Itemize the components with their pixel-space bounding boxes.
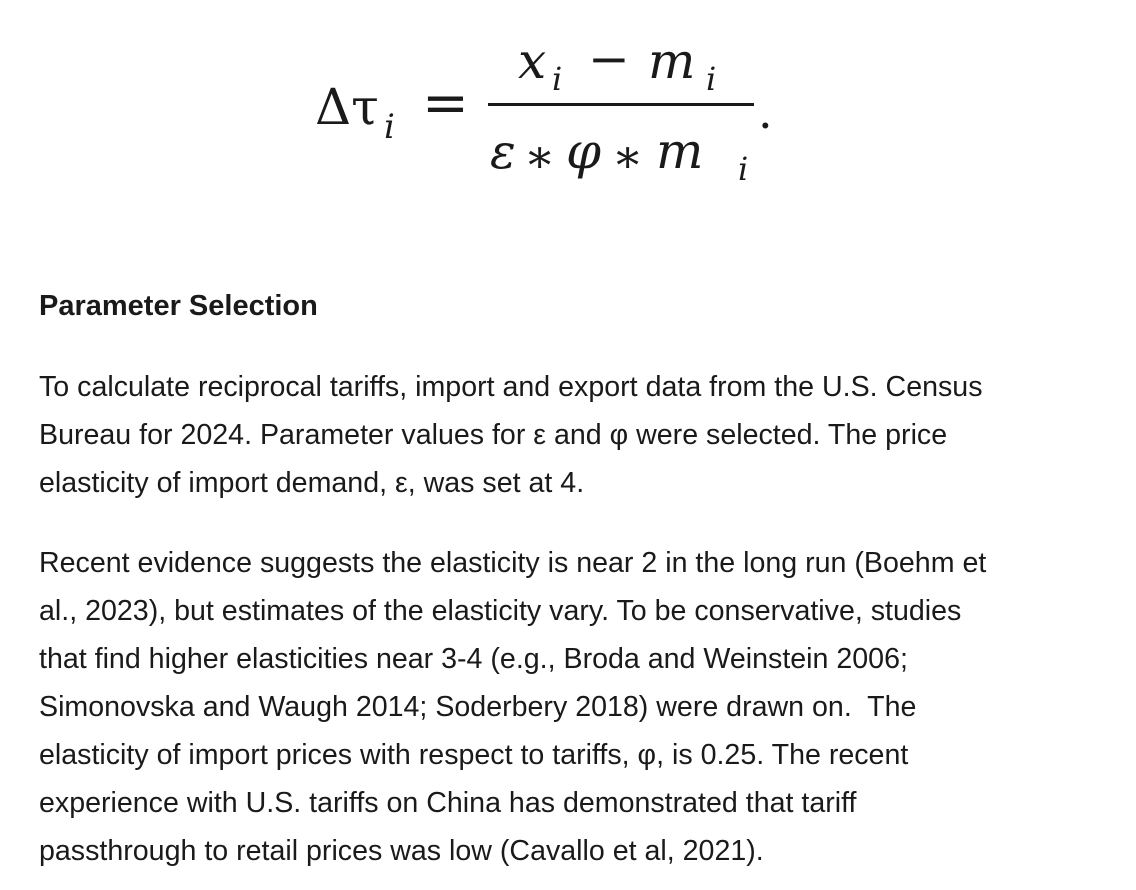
formula-fraction-bar [488, 103, 754, 106]
formula-denominator-star-1: ∗ [524, 129, 556, 183]
formula-numerator-minus: − [588, 30, 630, 88]
formula-denominator-m-subscript: i [738, 150, 749, 188]
paragraph-2-line-3: that find higher elasticities near 3-4 (e.g., Broda and Weinstein 2006; [39, 643, 908, 675]
paragraph-2-line-1: Recent evidence suggests the elasticity is near 2 in the long run (Boehm et [39, 547, 987, 579]
formula-equals: = [422, 71, 469, 136]
formula-lhs-subscript: i [384, 107, 395, 147]
formula-denominator-epsilon: ε [490, 124, 516, 180]
paragraph-2-line-2: al., 2023), but estimates of the elasticity vary. To be conservative, studies [39, 595, 962, 627]
paragraph-2 [39, 539, 1109, 875]
paragraph-1-line-3: elasticity of import demand, ε, was set at 4. [39, 467, 585, 499]
formula-lhs-symbol: Δτ [315, 78, 379, 136]
section-title: Parameter Selection [39, 290, 318, 322]
paragraph-1-line-1: To calculate reciprocal tariffs, import and export data from the U.S. Census [39, 371, 983, 403]
paragraph-1-line-2: Bureau for 2024. Parameter values for ε and φ were selected. The price [39, 419, 948, 451]
formula-svg [0, 0, 1136, 230]
paragraph-2-line-4: Simonovska and Waugh 2014; Soderbery 2018) were drawn on. The [39, 691, 917, 723]
tariff-formula [0, 0, 1136, 230]
formula-numerator-x: x [518, 32, 547, 90]
formula-period: . [758, 85, 773, 139]
paragraph-1 [39, 363, 1109, 507]
formula-denominator-m: m [656, 122, 704, 180]
formula-numerator-m: m [648, 32, 696, 90]
paragraph-2-line-6: experience with U.S. tariffs on China has demonstrated that tariff [39, 787, 857, 819]
formula-denominator-star-2: ∗ [612, 129, 644, 183]
paragraph-2-line-5: elasticity of import prices with respect to tariffs, φ, is 0.25. The recent [39, 739, 909, 771]
paragraph-2-line-7: passthrough to retail prices was low (Cavallo et al, 2021). [39, 835, 764, 867]
formula-numerator-x-subscript: i [552, 60, 563, 98]
formula-denominator-phi: φ [566, 122, 602, 180]
formula-numerator-m-subscript: i [706, 60, 717, 98]
